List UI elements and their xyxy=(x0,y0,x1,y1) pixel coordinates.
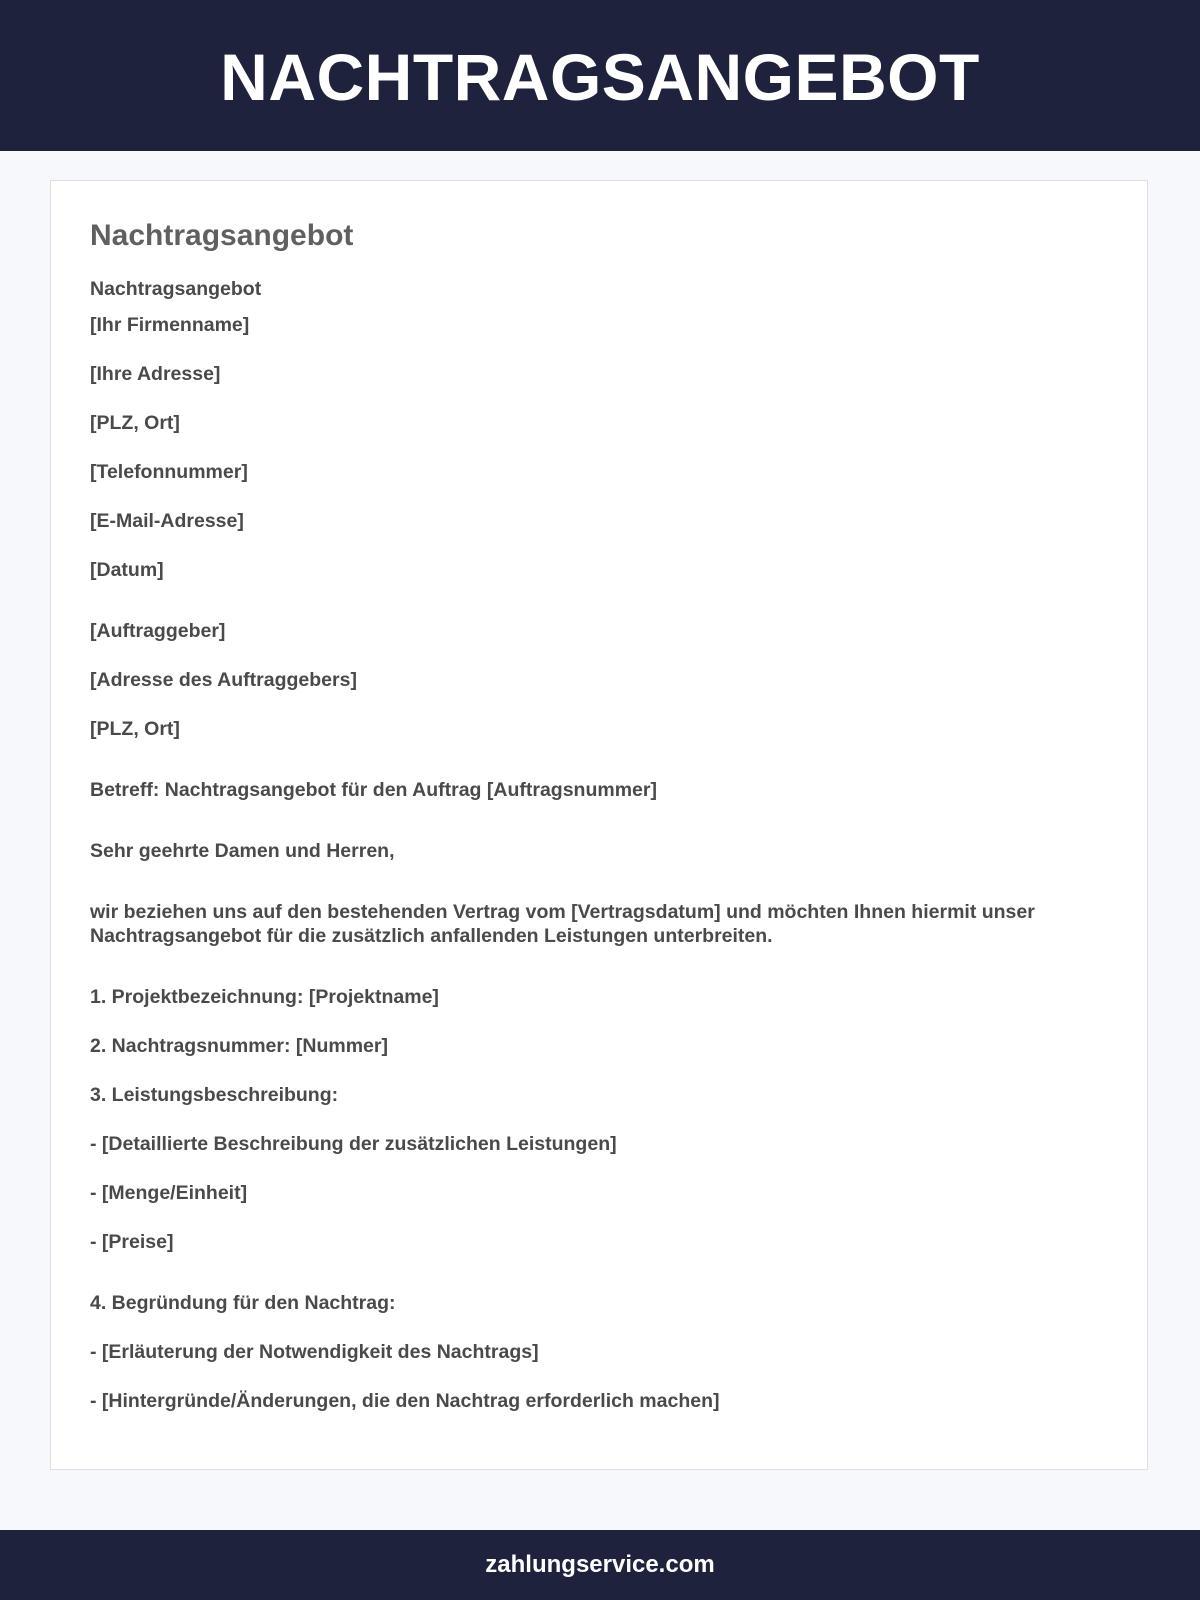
document-subtitle: Nachtragsangebot xyxy=(90,278,262,300)
page-title: NACHTRAGSANGEBOT xyxy=(220,39,980,114)
list-item: 3. Leistungsbeschreibung: xyxy=(90,1084,339,1106)
sender-email: [E-Mail-Adresse] xyxy=(90,510,244,532)
list-item: - [Erläuterung der Notwendigkeit des Nachtrags] xyxy=(90,1341,539,1363)
sender-phone: [Telefonnummer] xyxy=(90,461,248,483)
list-item: 2. Nachtragsnummer: [Nummer] xyxy=(90,1035,388,1057)
list-item: - [Detaillierte Beschreibung der zusätzlichen Leistungen] xyxy=(90,1133,617,1155)
footer-banner xyxy=(0,1530,1200,1600)
list-item: 4. Begründung für den Nachtrag: xyxy=(90,1292,396,1314)
recipient-city: [PLZ, Ort] xyxy=(90,718,180,740)
letter-date: [Datum] xyxy=(90,559,164,581)
recipient-address: [Adresse des Auftraggebers] xyxy=(90,669,357,691)
intro-paragraph: wir beziehen uns auf den bestehenden Vertrag vom [Vertragsdatum] und möchten Ihnen hiermit unser Nachtragsangebot für die zusätzlich anfallenden Leistungen unterbreiten. xyxy=(90,901,1035,947)
list-item: - [Preise] xyxy=(90,1231,174,1253)
sender-company: [Ihr Firmenname] xyxy=(90,314,250,336)
recipient-name: [Auftraggeber] xyxy=(90,620,226,642)
document-card xyxy=(50,180,1148,1470)
list-item: - [Hintergründe/Änderungen, die den Nachtrag erforderlich machen] xyxy=(90,1390,720,1412)
header-banner xyxy=(0,0,1200,151)
document-title: Nachtragsangebot xyxy=(90,219,354,252)
list-item: - [Menge/Einheit] xyxy=(90,1182,248,1204)
salutation: Sehr geehrte Damen und Herren, xyxy=(90,840,395,862)
list-item: 1. Projektbezeichnung: [Projektname] xyxy=(90,986,439,1008)
sender-city: [PLZ, Ort] xyxy=(90,412,180,434)
footer-site: zahlungservice.com xyxy=(485,1551,715,1578)
subject-line: Betreff: Nachtragsangebot für den Auftrag [Auftragsnummer] xyxy=(90,779,657,801)
sender-address: [Ihre Adresse] xyxy=(90,363,221,385)
